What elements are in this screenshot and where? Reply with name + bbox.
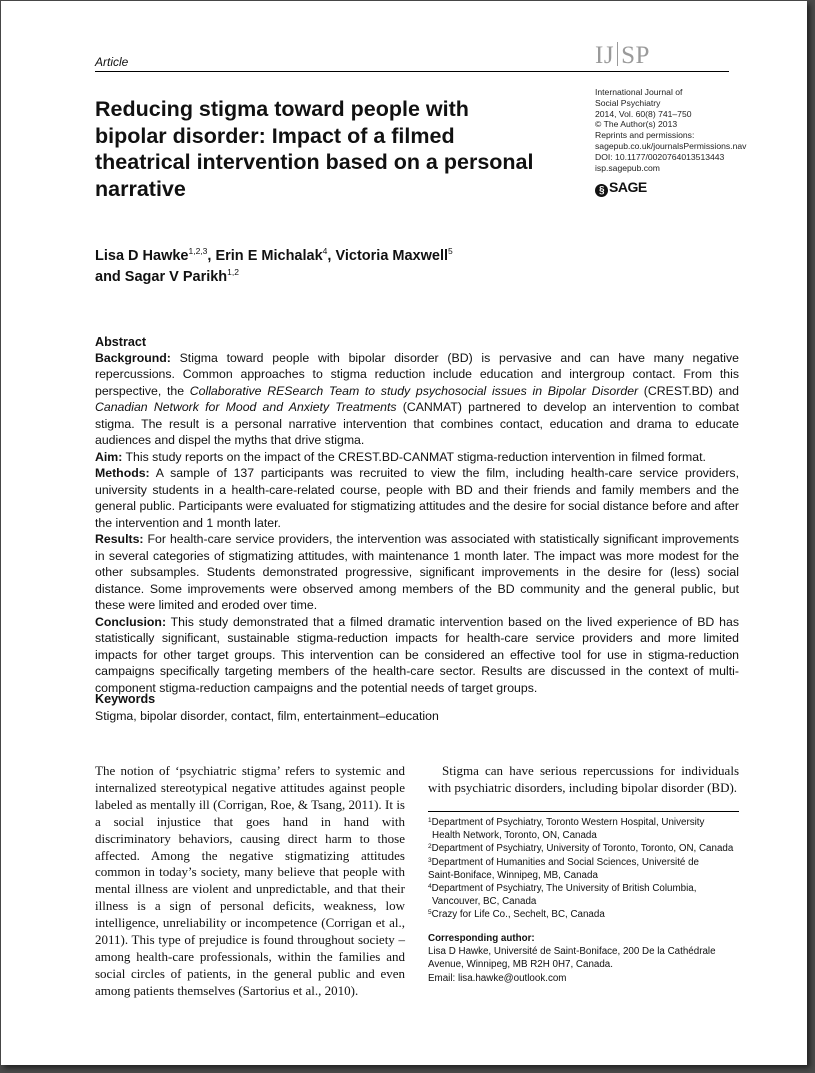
journal-info [595,87,746,173]
keywords-section [95,691,739,724]
affiliation-item-continued: Health Network, Toronto, ON, Canada [432,830,597,842]
affiliation-number: 2 [428,843,432,851]
author-affiliation-marker: 4 [322,246,328,256]
affiliation-item-continued: Vancouver, BC, Canada [432,896,537,908]
journal-info-line: isp.sagepub.com [595,162,660,173]
article-type-label: Article [95,55,129,69]
sage-logo-icon: § [595,184,608,197]
header-rule [95,71,729,72]
affiliation-item [428,882,748,895]
affiliation-number: 3 [428,856,432,864]
journal-info-line: International Journal of [595,87,683,97]
corresponding-author-email: Email: lisa.hawke@outlook.com [428,972,567,984]
affiliation-item [428,816,748,829]
affiliation-number: 5 [428,909,432,917]
results-text: For health-care service providers, the intervention was associated with statistically significant improvements in several categories of stigmatizing attitudes, with maintenance 1 month later. The impact was more modest for the other subsamples. Students demonstrated progressive, significant improvements in the desire for (less) social distance. Some improvements were observed among members of the BD community and the general public, but these were limited and eroded over time. [95,532,739,612]
journal-logo-part1: IJ [595,42,615,69]
abstract-background [95,350,739,449]
journal-info-line: DOI: 10.1177/0020764013513443 [595,151,725,162]
keywords-heading: Keywords [95,692,156,706]
author-separator: , [207,248,216,264]
affiliations-footnotes [428,816,748,922]
methods-label: Methods: [95,466,150,480]
affiliation-number: 4 [428,883,432,891]
methods-text: A sample of 137 participants was recruited to view the film, including health-care service providers, university students in a health-care-related course, people with BD and their friends and family members and the general public. Participants were evaluated for stigmatizing attitudes and the desire for social distance before and after the intervention and 1 month later. [95,466,739,530]
journal-info-line: © The Author(s) 2013 [595,119,678,130]
keywords-list: Stigma, bipolar disorder, contact, film, entertainment–education [95,708,439,723]
corresponding-author-line: Avenue, Winnipeg, MB R2H 0H7, Canada. [428,959,613,971]
aim-label: Aim: [95,449,123,464]
abstract-conclusion [95,614,739,697]
corresponding-author-heading: Corresponding author: [428,933,535,944]
body-paragraph-left: The notion of ‘psychiatric stigma’ refers to systemic and internalized stereotypical negative attitudes against people labeled as mentally ill (Corrigan, Roe, & Tsang, 2011). It is a social injustice that goes hand in hand with discriminatory behaviors, causing direct harm to those affected. Among the negative stigmatizing attitudes common in today’s society, many believe that people with mental illness are violent and unpredictable, and that their illness is a sign of personal deficits, weakness, low intelligence, unreliability or incompetence (Corrigan et al., 2011). This type of prejudice is found throughout society – among health-care professionals, within the families and social circles of patients, in the general public and even among patients themselves (Sartorius et al., 2010). [95,763,405,998]
background-label: Background: [95,350,171,365]
conclusion-label: Conclusion: [95,614,167,629]
results-label: Results: [95,532,144,546]
background-text: (CREST.BD) and [638,383,740,398]
journal-info-line: Social Psychiatry [595,97,661,108]
journal-info-line: 2014, Vol. 60(8) 741–750 [595,108,692,119]
affiliation-item-continued: Saint-Boniface, Winnipeg, MB, Canada [428,869,598,881]
abstract-section [95,334,739,696]
journal-logo [595,42,650,70]
author-affiliation-marker: 5 [448,246,453,256]
logo-divider [617,42,618,66]
corresponding-author-line: Lisa D Hawke, Université de Saint-Boniface, 200 De la Cathédrale [428,946,716,958]
affiliation-text: Department of Psychiatry, University of Toronto, Toronto, ON, Canada [431,843,734,855]
background-org-name: Canadian Network for Mood and Anxiety Treatments [95,400,397,414]
journal-info-line: Reprints and permissions: [595,130,695,141]
aim-text: This study reports on the impact of the CREST.BD-CANMAT stigma-reduction intervention in filmed format. [122,449,706,464]
affiliation-item [428,908,748,921]
author-list [95,246,535,288]
article-page [1,1,807,1065]
background-text: (CANMAT) partnered to develop an intervention to combat stigma. The result is a personal narrative intervention that combines contact, education and drama to educate audiences and dispel the myths that drive stigma. [95,400,739,447]
background-text: Stigma toward people with bipolar disorder (BD) is pervasive and can have many negative repercussions. Common approaches to stigma reduction include education and intergroup contact. From this perspective, the [95,350,739,398]
footnote-rule [428,811,739,812]
abstract-methods [95,465,739,531]
affiliation-item [428,842,748,855]
affiliation-number: 1 [428,817,432,824]
publisher-name: SAGE [609,179,647,195]
author-affiliation-marker: 1,2 [227,267,239,277]
affiliation-text: Department of Psychiatry, Toronto Western Hospital, University [431,817,705,828]
author-name: and Sagar V Parikh [95,269,228,285]
affiliation-item [428,856,748,869]
journal-info-line: sagepub.co.uk/journalsPermissions.nav [595,140,747,151]
abstract-aim [95,449,739,466]
conclusion-text: This study demonstrated that a filmed dramatic intervention based on the lived experience of BD has statistically significant, sustainable stigma-reduction impacts for health-care service providers and more limited impacts for other target groups. This intervention can be considered an effective tool for use in stigma-reduction campaigns specifically targeting members of the health-care sector. Results are discussed in the context of multi-component stigma-reduction campaigns and the potential needs of target groups. [95,614,739,695]
body-paragraph-right: Stigma can have serious repercussions for individuals with psychiatric disorders, including bipolar disorder (BD). [428,763,739,795]
abstract-heading: Abstract [95,335,147,349]
affiliation-text: Crazy for Life Co., Sechelt, BC, Canada [431,909,605,921]
publisher-logo [595,179,647,197]
affiliation-text: Department of Psychiatry, The University of British Columbia, [431,883,697,895]
background-org-name: Collaborative RESearch Team to study psychosocial issues in Bipolar Disorder [189,383,639,398]
author-name: Lisa D Hawke [95,248,189,264]
abstract-results [95,531,739,614]
journal-logo-part2: SP [621,42,650,69]
author-separator: , [327,248,336,264]
corresponding-author [428,932,748,985]
article-title: Reducing stigma toward people with bipolar disorder: Impact of a filmed theatrical intervention based on a personal narrative [95,97,534,201]
affiliation-text: Department of Humanities and Social Sciences, Université de [431,856,699,868]
author-affiliation-marker: 1,2,3 [188,246,208,256]
author-name: Erin E Michalak [215,248,323,264]
author-name: Victoria Maxwell [335,248,449,264]
